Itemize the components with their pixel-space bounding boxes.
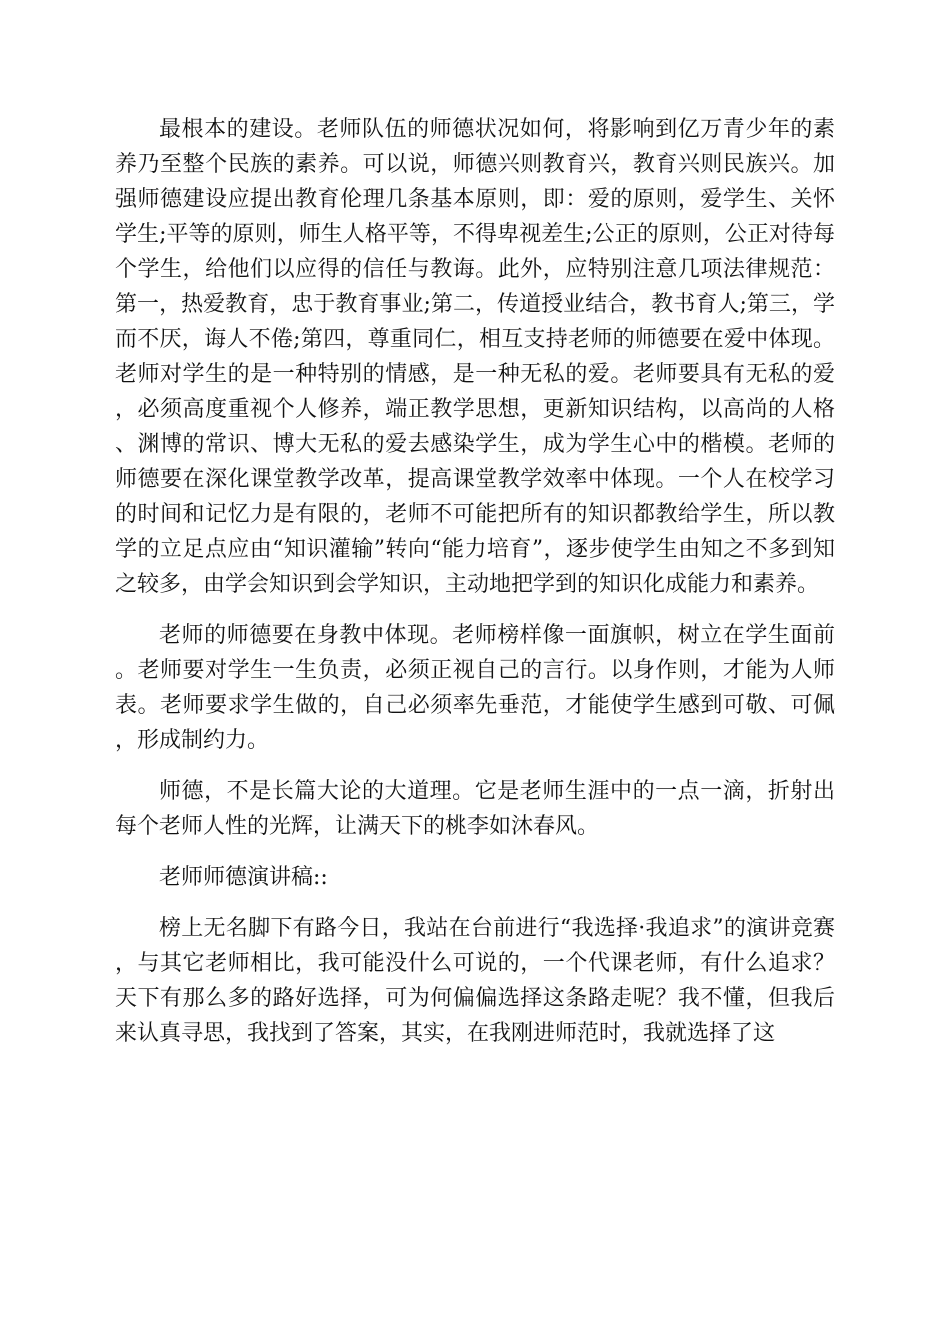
paragraph-4: 榜上无名脚下有路今日，我站在台前进行“我选择·我追求”的演讲竞赛，与其它老师相比，我可能没什么可说的，一个代课老师，有什么追求？天下有那么多的路好选择，可为何偏偏选择这条路走呢？我不懂，但我后来认真寻思，我找到了答案，其实，在我刚进师范时，我就选择了这 bbox=[115, 916, 835, 1046]
document-body bbox=[115, 112, 835, 1067]
paragraph-1: 最根本的建设。老师队伍的师德状况如何，将影响到亿万青少年的素养乃至整个民族的素养。可以说，师德兴则教育兴，教育兴则民族兴。加强师德建设应提出教育伦理几条基本原则，即：爱的原则，爱学生、关怀学生;平等的原则，师生人格平等，不得卑视差生;公正的原则，公正对待每个学生，给他们以应得的信任与教诲。此外，应特别注意几项法律规范：第一，热爱教育，忠于教育事业;第二，传道授业结合，教书育人;第三，学而不厌，诲人不倦;第四，尊重同仁，相互支持老师的师德要在爱中体现。老师对学生的是一种特别的情感，是一种无私的爱。老师要具有无私的爱，必须高度重视个人修养，端正教学思想，更新知识结构，以高尚的人格、渊博的常识、博大无私的爱去感染学生，成为学生心中的楷模。老师的师德要在深化课堂教学改革，提高课堂教学效率中体现。一个人在校学习的时间和记忆力是有限的，老师不可能把所有的知识都教给学生，所以教学的立足点应由“知识灌输”转向“能力培育”，逐步使学生由知之不多到知之较多，由学会知识到会学知识，主动地把学到的知识化成能力和素养。 bbox=[115, 117, 835, 597]
paragraph-2: 老师的师德要在身教中体现。老师榜样像一面旗帜，树立在学生面前。老师要对学生一生负责，必须正视自己的言行。以身作则，才能为人师表。老师要求学生做的，自己必须率先垂范，才能使学生感到可敬、可佩，形成制约力。 bbox=[115, 623, 835, 753]
paragraph-3: 师德，不是长篇大论的大道理。它是老师生涯中的一点一滴，折射出每个老师人性的光辉，让满天下的桃李如沐春风。 bbox=[115, 779, 835, 839]
section-heading: 老师师德演讲稿:: bbox=[159, 865, 328, 890]
